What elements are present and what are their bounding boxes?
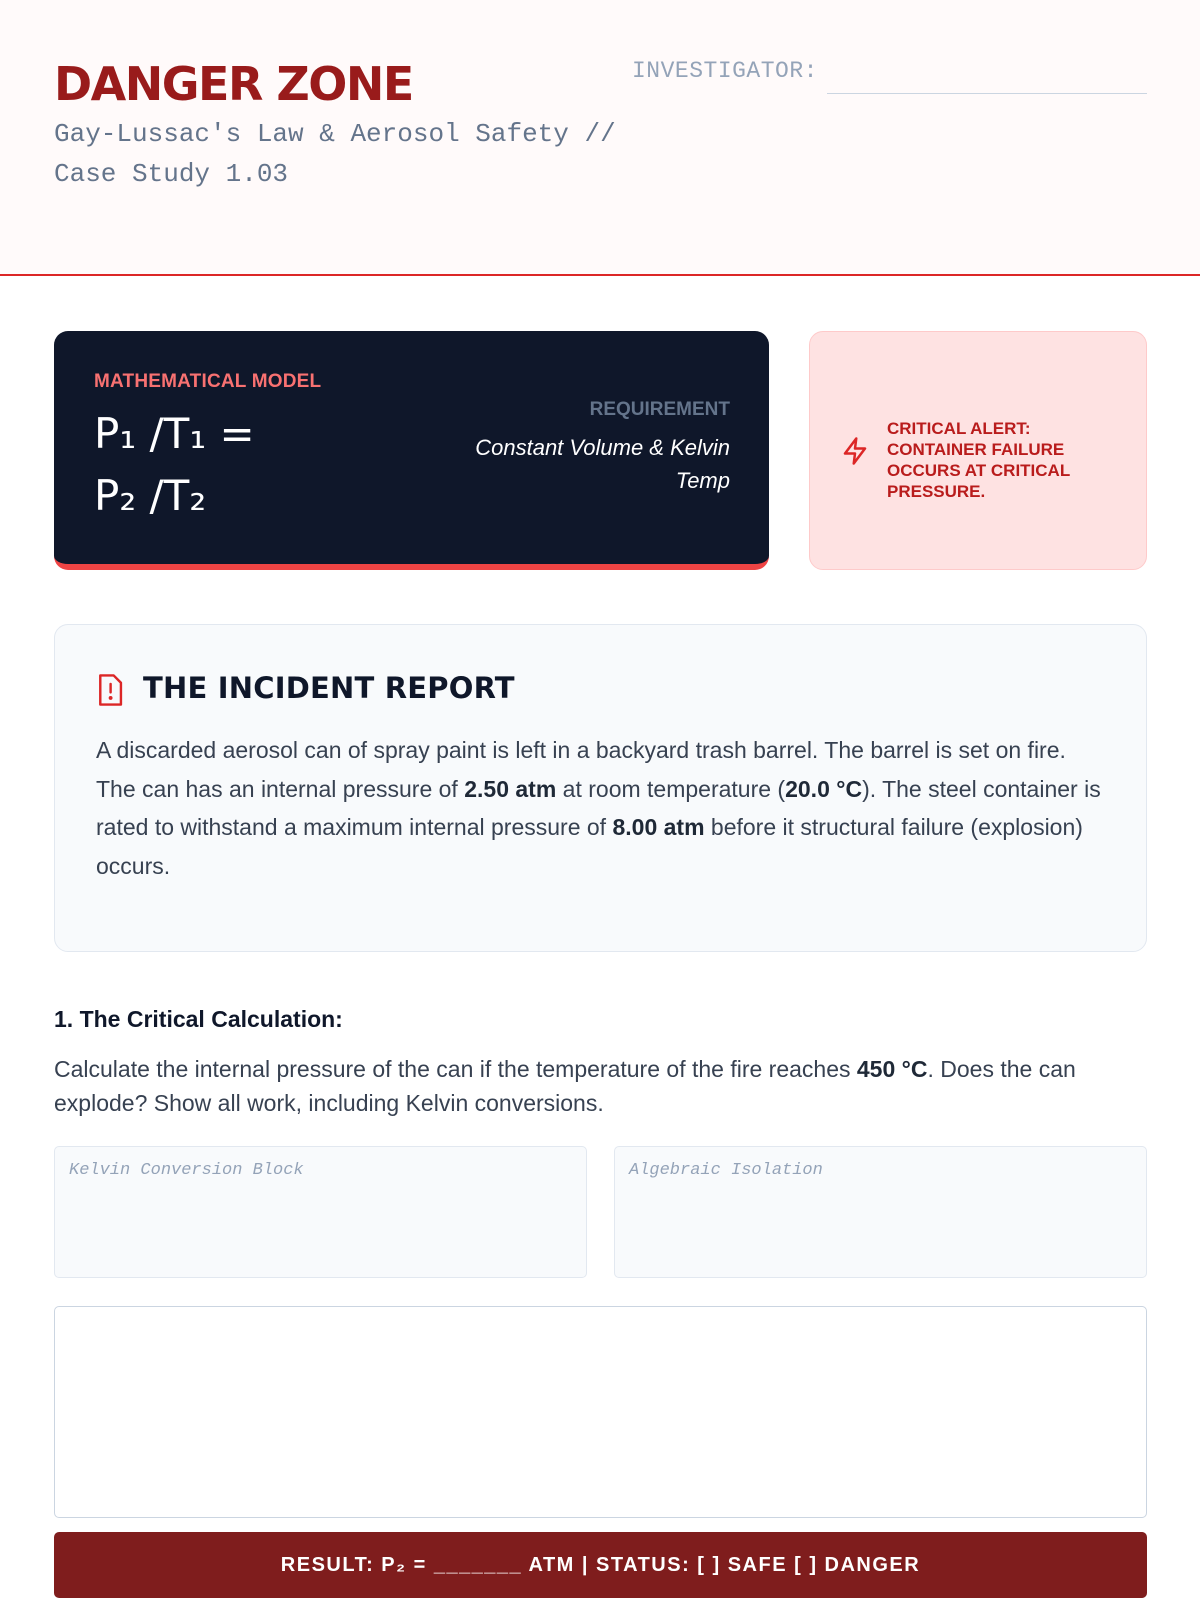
critical-alert-card [809,331,1147,570]
requirement-value: Constant Volume & Kelvin Temp [475,435,730,493]
max-pressure: 8.00 atm [612,814,705,840]
formula-line-2: P₂ /T₂ [94,471,207,520]
alert-file-icon [95,673,125,707]
alert-text: CRITICAL ALERT: CONTAINER FAILURE OCCURS AT CRITICAL PRESSURE. [887,419,1070,501]
formula-line-1: P₁ /T₁ = [94,409,255,458]
model-label: MATHEMATICAL MODEL [94,371,322,392]
kelvin-conversion-box[interactable] [54,1146,587,1278]
mathematical-model-card [54,331,769,570]
fire-temperature: 450 °C [856,1056,928,1082]
algebraic-isolation-label: Algebraic Isolation [629,1161,823,1180]
incident-body: A discarded aerosol can of spray paint is left in a backyard trash barrel. The barrel is set on fire. The can has an internal pressure of 2.50 atm at room temperature (20.0 °C). The steel container is rated to withstand a maximum internal pressure of 8.00 atm before it structural failure (explosion) occurs. [96,737,1101,879]
question-title: 1. The Critical Calculation: [54,1006,343,1032]
page-title: DANGER ZONE [54,57,413,111]
incident-report-card [54,624,1147,952]
requirement-label: REQUIREMENT [589,399,730,420]
page-subtitle: Gay-Lussac's Law & Aerosol Safety // Case Study 1.03 [54,119,616,189]
question-body: Calculate the internal pressure of the can if the temperature of the fire reaches 450 °C. Does the can explode? Show all work, including Kelvin conversions. [54,1056,1076,1116]
lightning-icon [840,436,870,466]
algebraic-isolation-box[interactable] [614,1146,1147,1278]
incident-title: THE INCIDENT REPORT [143,671,515,705]
investigator-input[interactable] [827,62,1147,94]
result-bar: RESULT: P₂ = _______ ATM | STATUS: [ ] SAFE [ ] DANGER [54,1532,1147,1598]
formula [94,403,354,527]
room-temperature: 20.0 °C [785,775,863,802]
initial-pressure: 2.50 atm [464,775,557,802]
investigator-label: INVESTIGATOR: [632,58,818,84]
worksheet-header [0,0,1200,276]
kelvin-conversion-label: Kelvin Conversion Block [69,1161,304,1180]
work-answer-area[interactable] [54,1306,1147,1518]
